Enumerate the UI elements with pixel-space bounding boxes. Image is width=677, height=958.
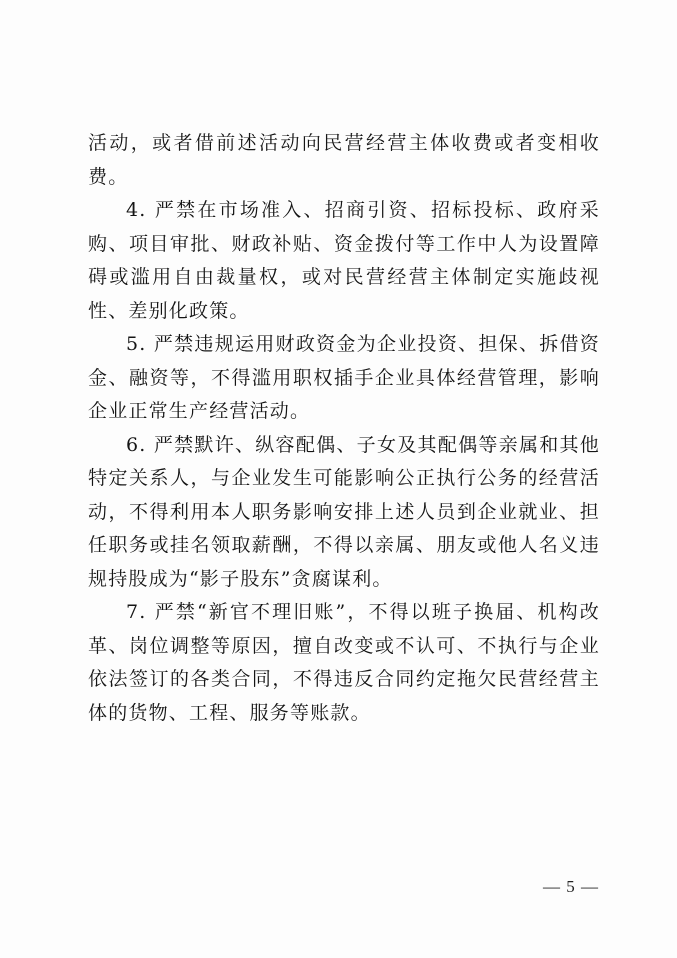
paragraph-item-7: 7. 严禁“新官不理旧账”，不得以班子换届、机构改革、岗位调整等原因，擅自改变或不认可、不执行与企业依法签订的各类合同，不得违反合同约定拖欠民营经营主体的货物、工程、服务等账款。 — [88, 601, 600, 724]
document-body — [88, 127, 600, 730]
paragraph-item-6: 6. 严禁默许、纵容配偶、子女及其配偶等亲属和其他特定关系人，与企业发生可能影响公正执行公务的经营活动，不得利用本人职务影响安排上述人员到企业就业、担任职务或挂名领取薪酬，不得以亲属、朋友或他人名义违规持股成为“影子股东”贪腐谋利。 — [88, 433, 600, 590]
paragraph-item-4: 4. 严禁在市场准入、招商引资、招标投标、政府采购、项目审批、财政补贴、资金拨付等工作中人为设置障碍或滥用自由裁量权，或对民营经营主体制定实施歧视性、差别化政策。 — [88, 199, 600, 322]
page-number: — 5 — — [543, 877, 599, 896]
paragraph-continuation: 活动，或者借前述活动向民营经营主体收费或者变相收费。 — [88, 132, 600, 188]
paragraph-item-5: 5. 严禁违规运用财政资金为企业投资、担保、拆借资金、融资等，不得滥用职权插手企业具体经营管理，影响企业正常生产经营活动。 — [88, 333, 600, 422]
